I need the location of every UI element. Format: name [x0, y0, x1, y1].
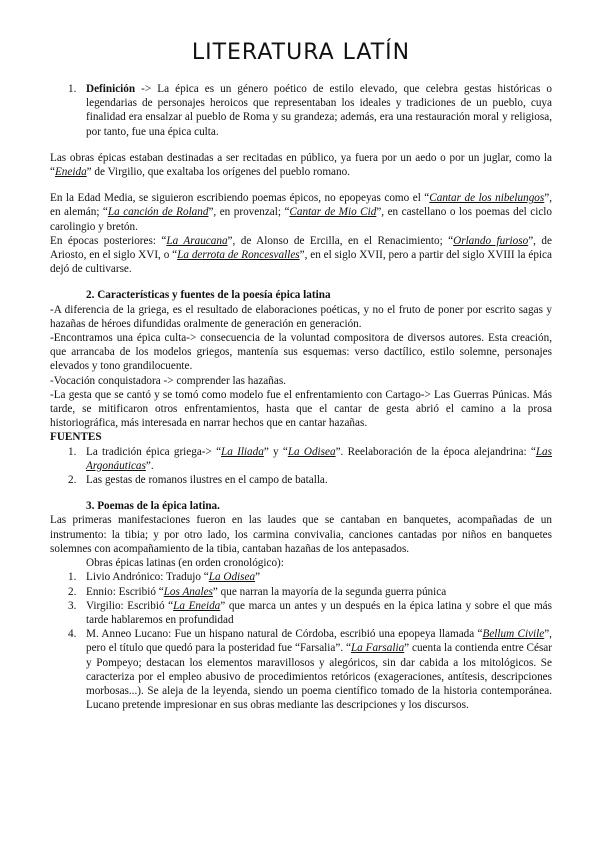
paragraph-posteriores	[50, 234, 552, 277]
work-title: Cantar de los nibelungos	[429, 192, 545, 205]
list-number: 1.	[68, 83, 77, 95]
text-segment: ”. Reelaboración de la época alejandrina: “	[335, 445, 536, 458]
text-segment: La tradición épica griega-> “	[86, 445, 222, 458]
section3-intro: Las primeras manifestaciones fueron en las laudes que se cantaban en banquetes, acompañadas de un instrumento: la tibia; y por otro lado, los carmina convivalia, canciones cantadas por niños en banquetes solemnes con acompañamiento de la tibia, cantaban hazañas de los antepasados.	[50, 514, 552, 555]
text-segment: ” de Virgilio, que exaltaba los orígenes del pueblo romano.	[86, 166, 350, 179]
work-title: Orlando furioso	[453, 234, 529, 247]
section2-line: -La gesta que se cantó y se tomó como modelo fue el enfrentamiento con Cartago-> Las Guerras Púnicas. Más tarde, se mitificaron otros enfrentamientos, hasta que el cantar de gesta abrió el camino a la prosa historiográfica, más interesada en narrar hechos que en cantar hazañas.	[50, 388, 552, 430]
text-segment: ”, de Alonso de Ercilla, en el Renacimiento; “	[227, 234, 454, 247]
text-segment: ” que marca un antes y un después en la épica latina y sobre el que más tarde hablaremos en profundidad	[86, 599, 552, 626]
work-title: La canción de Roland	[107, 206, 209, 219]
work-title: La Araucana	[166, 234, 228, 247]
work-title: La Odisea	[287, 445, 336, 458]
section-heading: 2. Características y fuentes de la poesía épica latina	[86, 289, 331, 302]
text-segment: ”, de Ariosto, en el siglo XVI, o “	[50, 234, 552, 262]
heading-text: 3. Poemas de la épica latina	[86, 500, 218, 513]
heading-suffix: .	[217, 500, 220, 513]
work-title: Bellum Civile	[482, 628, 545, 641]
text-segment: ”, en el siglo XVII, pero a partir del siglo XVIII la épica dejó de cultivarse.	[50, 249, 552, 276]
page-title: LITERATURA LATÍN	[191, 40, 411, 65]
list-number: 4.	[68, 628, 77, 641]
work-title: Eneida	[54, 166, 87, 179]
work-title: Las Argonáuticas	[86, 445, 552, 472]
list-item	[50, 473, 552, 487]
list-number: 1.	[68, 445, 77, 458]
text-segment: ”	[255, 571, 261, 584]
text-segment: En épocas posteriores: “	[50, 234, 167, 247]
paragraph-edad-media	[50, 191, 552, 234]
text-segment: ”.	[145, 459, 154, 472]
section2-line: -A diferencia de la griega, es el resultado de elaboraciones poéticas, y no el fruto de poner por escrito sagas y hazañas de héroes difundidas oralmente de generación en generación.	[50, 303, 552, 330]
text-segment: ” que narran la mayoría de la segunda guerra púnica	[212, 585, 447, 598]
text-segment: Virgilio: Escribió “	[86, 599, 174, 612]
text-segment: Las obras épicas estaban destinadas a ser recitadas en público, ya fuera por un aedo o por un juglar, como la “	[50, 151, 552, 179]
list-number: 2.	[68, 474, 77, 487]
section2-line: -Encontramos una épica culta-> consecuencia de la voluntad compositora de diversos autores. Esta creación, que arrancaba de los modelos griegos, mantenía sus esquemas: verso dactílico, estilo solemne, personajes elevados y tono grandilocuente.	[50, 332, 552, 373]
text-segment: ”, en alemán; “	[50, 192, 552, 219]
list-item	[50, 445, 552, 473]
work-title: La derrota de Roncesvalles	[177, 249, 300, 262]
text-segment: ” cuenta la contienda entre César y Pompeyo; destacan los elementos maravillosos y alegóricos, sin dar cabida a los mitológicos. Se caracteriza por el empleo abusivo de procedimientos retóricos (exageraciones, antítesis, descripciones morbosas...). Se aleja de la leyenda, siendo un poema científico tomado de la historia contemporánea. Lucano pretende impresionar en sus obras mediante las descripciones y los discursos.	[86, 642, 552, 712]
text-segment: En la Edad Media, se siguieron escribiendo poemas épicos, no epopeyas como el “	[50, 192, 430, 205]
fuentes-label: FUENTES	[50, 431, 102, 444]
text-segment: Ennio: Escribió “	[86, 585, 164, 598]
section2-line: -Vocación conquistadora -> comprender las hazañas.	[50, 374, 286, 387]
text-segment: ”, en castellano o los poemas del ciclo carolingio y bretón.	[50, 206, 552, 233]
list-item	[50, 570, 552, 584]
work-title: Cantar de Mio Cid	[289, 206, 377, 219]
text-segment: Livio Andrónico: Tradujo “	[86, 571, 209, 584]
work-title: La Farsalia	[350, 642, 405, 655]
paragraph-recitadas	[50, 151, 552, 179]
list-item	[50, 585, 552, 599]
list-number: 3.	[68, 599, 77, 612]
obras-label: Obras épicas latinas (en orden cronológico):	[86, 557, 284, 570]
text-segment: ” y “	[263, 445, 288, 458]
work-title: La Eneida	[173, 599, 221, 612]
work-title: Los Anales	[163, 585, 213, 598]
list-item	[50, 599, 552, 627]
list-number: 1.	[68, 571, 77, 584]
definition-item	[50, 82, 552, 139]
definition-label: Definición	[86, 83, 136, 95]
work-title: La Odisea	[208, 571, 256, 584]
work-title: La Iliada	[221, 445, 264, 458]
list-number: 2.	[68, 585, 77, 598]
list-item	[50, 627, 552, 712]
definition-text: -> La épica es un género poético de estilo elevado, que celebra gestas históricas o legendarias de personajes heroicos que representaban los ideales y tradiciones de un pueblo, cuya finalidad era ensalzar al pueblo de Roma y su grandeza; además, era una restauración moral y religiosa, por tanto, fue una épica culta.	[86, 83, 552, 138]
text-segment: M. Anneo Lucano: Fue un hispano natural de Córdoba, escribió una epopeya llamada “	[86, 628, 483, 641]
document-page	[50, 38, 552, 712]
text-segment: ”, pero el título que quedó para la posteridad fue “Farsalia”. “	[86, 628, 552, 655]
text-segment: ”, en provenzal; “	[208, 206, 290, 219]
section-heading	[50, 499, 552, 513]
text-segment: Las gestas de romanos ilustres en el campo de batalla.	[86, 474, 328, 487]
